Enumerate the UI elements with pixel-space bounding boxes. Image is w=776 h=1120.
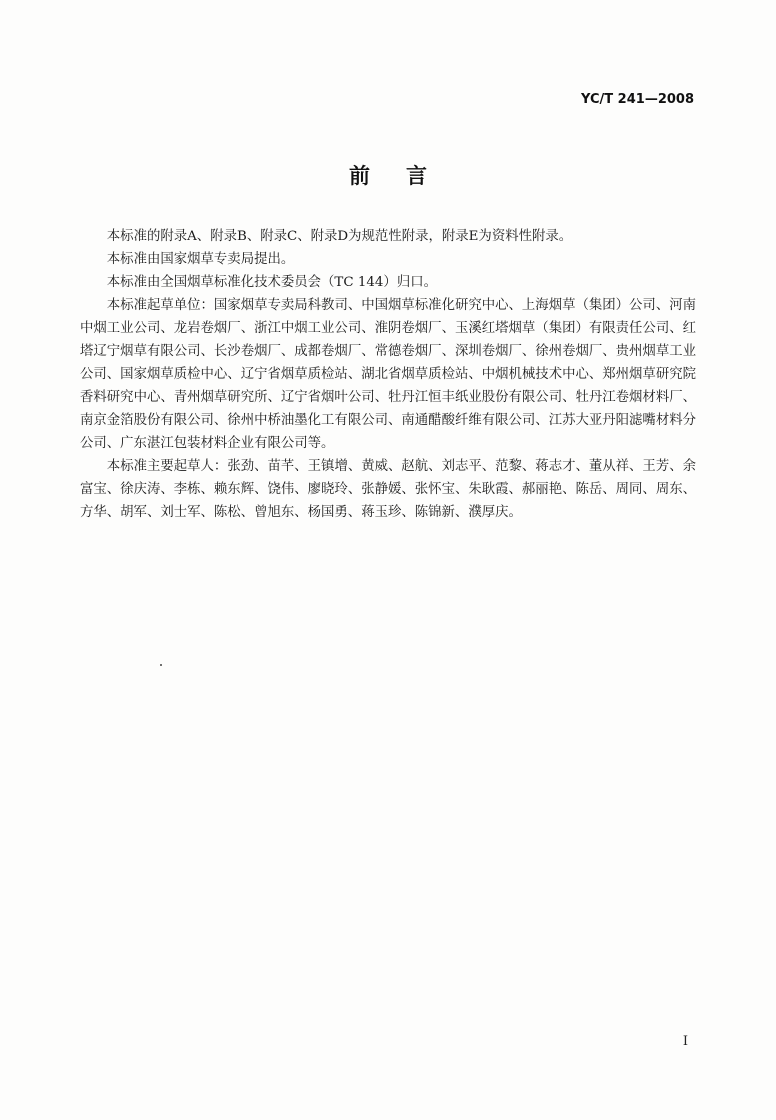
paragraph-proposed-by: 本标准由国家烟草专卖局提出。 (106, 252, 295, 267)
paragraph-drafting-units: 本标准起草单位：国家烟草专卖局科教司、中国烟草标准化研究中心、上海烟草（集团）公司、河南中烟工业公司、龙岩卷烟厂、浙江中烟工业公司、淮阴卷烟厂、玉溪红塔烟草（集团）有限责任公司、红塔辽宁烟草有限公司、长沙卷烟厂、成都卷烟厂、常德卷烟厂、深圳卷烟厂、徐州卷烟厂、贵州烟草工业公司、国家烟草质检中心、辽宁省烟草质检站、湖北省烟草质检站、中烟机械技术中心、郑州烟草研究院香料研究中心、青州烟草研究所、辽宁省烟叶公司、牡丹江恒丰纸业股份有限公司、牡丹江卷烟材料厂、南京金箔股份有限公司、徐州中桥油墨化工有限公司、南通醋酸纤维有限公司、江苏大亚丹阳滤嘴材料分公司、广东湛江包装材料企业有限公司等。 (80, 298, 696, 451)
paragraph-annex-note: 本标准的附录A、附录B、附录C、附录D为规范性附录，附录E为资料性附录。 (106, 229, 573, 244)
page-title: 前言 (349, 164, 463, 188)
paragraph-under-jurisdiction: 本标准由全国烟草标准化技术委员会（TC 144）归口。 (106, 275, 437, 290)
standard-code: YC/T 241—2008 (581, 92, 694, 107)
scan-speck (160, 664, 162, 666)
document-body (80, 225, 696, 524)
paragraph-main-drafters: 本标准主要起草人：张劲、苗芊、王镇增、黄威、赵航、刘志平、范黎、蒋志才、董从祥、王芳、余富宝、徐庆涛、李栋、赖东辉、饶伟、廖晓玲、张静媛、张怀宝、朱耿霞、郝丽艳、陈岳、周同、周东、方华、胡军、刘士军、陈松、曾旭东、杨国勇、蒋玉珍、陈锦新、濮厚庆。 (80, 459, 696, 520)
page-number: I (682, 1034, 688, 1049)
